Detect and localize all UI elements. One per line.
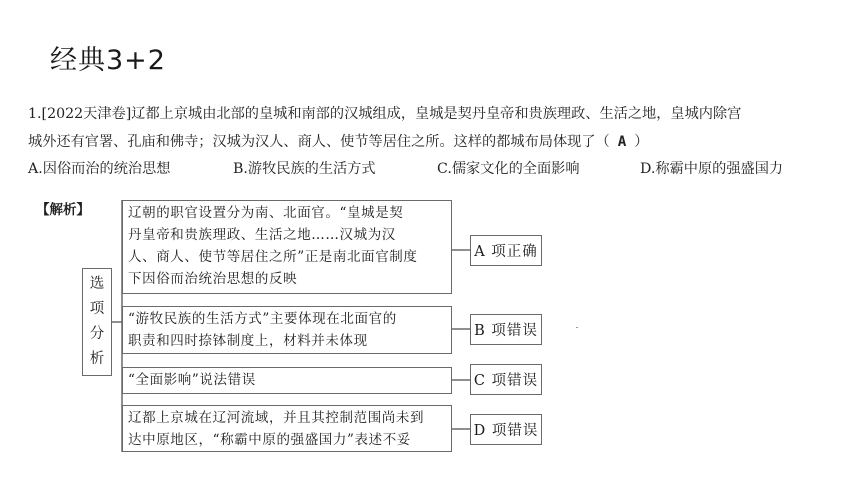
category-char-2: 项 bbox=[89, 301, 105, 317]
question-line-2-text: 城外还有官署、孔庙和佛寺；汉城为汉人、商人、使节等居住之所。这样的都城布局体现了（ bbox=[28, 134, 610, 150]
analysis-box-d bbox=[122, 405, 452, 452]
category-char-1: 选 bbox=[89, 276, 105, 292]
page-title: 经典3+2 bbox=[50, 45, 166, 76]
option-d: D.称霸中原的强盛国力 bbox=[640, 161, 784, 177]
category-char-4: 析 bbox=[89, 351, 105, 367]
analysis-b-line-1: “游牧民族的生活方式”主要体现在北面官的 bbox=[128, 311, 397, 327]
analysis-box-a bbox=[122, 200, 452, 294]
option-a: A.因俗而治的统治思想 bbox=[28, 161, 171, 177]
answer-letter: A bbox=[617, 134, 627, 150]
verdict-d: D 项错误 bbox=[470, 414, 542, 445]
verdict-c: C 项错误 bbox=[470, 364, 542, 395]
question-line-1: 1.[2022天津卷]辽都上京城由北部的皇城和南部的汉城组成，皇城是契丹皇帝和贵族理政、生活之地，皇城内除宫 bbox=[28, 106, 742, 122]
verdict-a: A 项正确 bbox=[470, 235, 542, 266]
option-b: B.游牧民族的生活方式 bbox=[233, 161, 376, 177]
stray-dot bbox=[576, 327, 578, 328]
question-close-paren: ） bbox=[634, 134, 649, 150]
analysis-label: 【解析】 bbox=[36, 202, 90, 218]
category-char-3: 分 bbox=[89, 326, 105, 342]
option-c: C.儒家文化的全面影响 bbox=[437, 161, 580, 177]
analysis-a-line-3: 人、商人、使节等居住之所”正是南北面官制度 bbox=[128, 249, 418, 265]
analysis-d-line-2: 达中原地区，“称霸中原的强盛国力”表述不妥 bbox=[128, 432, 411, 448]
analysis-c-line-1: “全面影响”说法错误 bbox=[128, 372, 256, 388]
analysis-box-c bbox=[122, 367, 452, 394]
analysis-d-line-1: 辽都上京城在辽河流域，并且其控制范围尚未到 bbox=[128, 410, 425, 426]
option-analysis-category bbox=[82, 268, 112, 376]
analysis-a-line-4: 下因俗而治统治思想的反映 bbox=[128, 271, 298, 287]
analysis-a-line-1: 辽朝的职官设置分为南、北面官。“皇城是契 bbox=[128, 205, 404, 221]
verdict-b: B 项错误 bbox=[470, 314, 542, 345]
analysis-box-b bbox=[122, 306, 452, 354]
analysis-b-line-2: 职责和四时捺钵制度上，材料并未体现 bbox=[128, 333, 368, 349]
analysis-a-line-2: 丹皇帝和贵族理政、生活之地……汉城为汉 bbox=[128, 227, 396, 243]
